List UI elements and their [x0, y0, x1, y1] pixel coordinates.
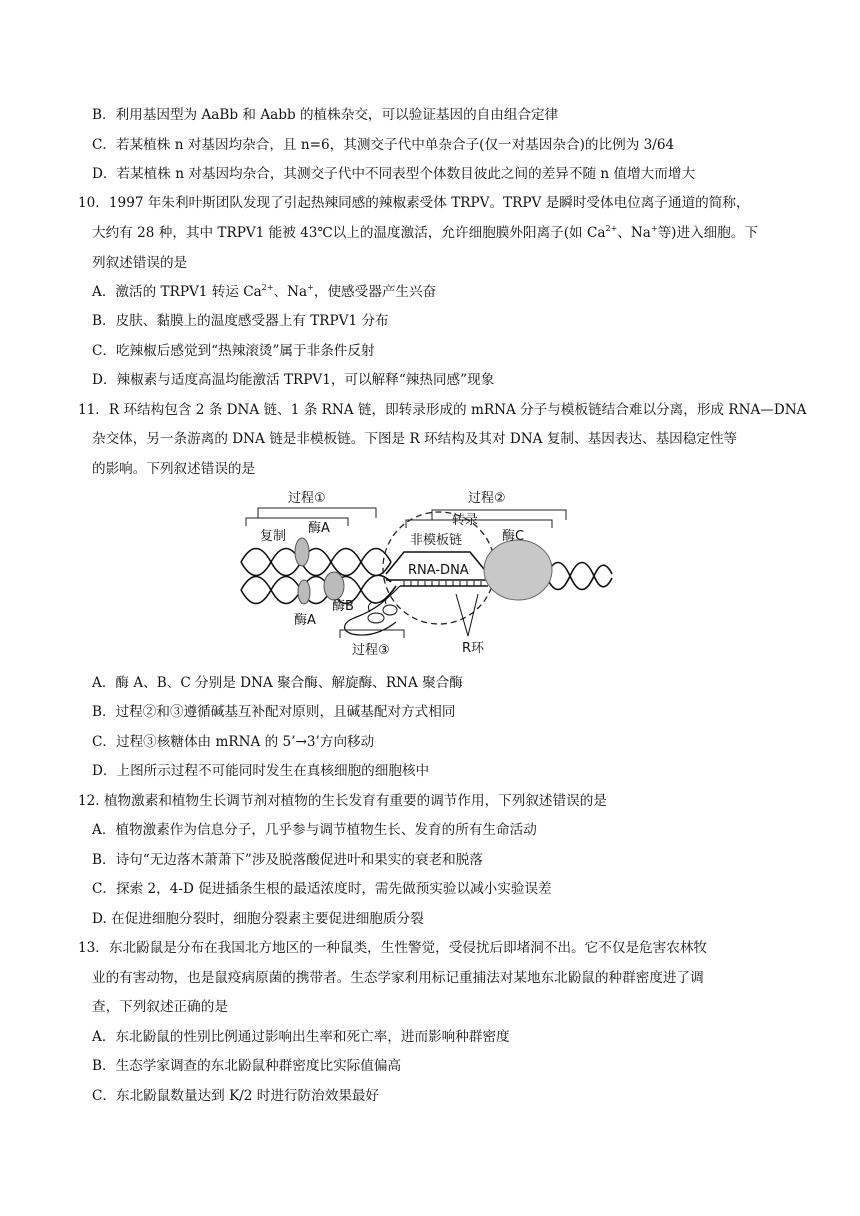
- q13-stem-line2: 业的有害动物，也是鼠疫病原菌的携带者。生态学家利用标记重捕法对某地东北鼢鼠的种群密度进了调: [92, 970, 704, 986]
- q13-option-c: C．东北鼢鼠数量达到 K/2 时进行防治效果最好: [92, 1088, 380, 1104]
- enzyme-a-bottom: [298, 580, 310, 604]
- r-loop-pointer: [456, 594, 478, 636]
- q11-option-c: C．过程③核糖体由 mRNA 的 5’→3’方向移动: [92, 734, 375, 750]
- superscript: +: [650, 224, 658, 233]
- q10-stem-text: 等)进入细胞。下: [657, 225, 759, 241]
- q10-stem-text: 、Na: [617, 225, 651, 241]
- q11-stem-line1: 11．R 环结构包含 2 条 DNA 链、1 条 RNA 链，即转录形成的 mRNA 分子与模板链结合难以分离，形成 RNA—DNA: [78, 402, 807, 418]
- q9-option-b: B．利用基因型为 AaBb 和 Aabb 的植株杂交，可以验证基因的自由组合定律: [92, 107, 559, 123]
- q12-option-c: C．探索 2，4-D 促进插条生根的最适浓度时，需先做预实验以减小实验误差: [92, 881, 552, 897]
- r-loop-label: R环: [462, 641, 485, 656]
- q13-stem-line3: 查，下列叙述正确的是: [92, 999, 228, 1015]
- base-pair-ticks: [404, 581, 481, 586]
- rna-dna-label: RNA-DNA: [408, 563, 469, 578]
- transcription-bracket: [406, 520, 552, 528]
- q13-stem-line1: 13．东北鼢鼠是分布在我国北方地区的一种鼠类，生性警觉，受侵扰后即堵洞不出。它不仅是危害农林牧: [78, 940, 708, 956]
- q10-option-a: [92, 282, 436, 302]
- q10-option-d: D．辣椒素与适度高温均能激活 TRPV1，可以解释“辣热同感”现象: [92, 372, 495, 388]
- transcription-label: 转录: [452, 513, 479, 528]
- superscript: +: [307, 283, 314, 292]
- q12-stem: 12. 植物激素和植物生长调节剂对植物的生长发育有重要的调节作用，下列叙述错误的是: [78, 793, 607, 809]
- q10-stem-line2: [92, 223, 758, 243]
- q10-option-a-text: A．激活的 TRPV1 转运 Ca: [92, 284, 262, 300]
- replication-label: 复制: [260, 529, 287, 544]
- process1-label: 过程①: [288, 491, 326, 506]
- r-loop-diagram-svg: [236, 482, 616, 664]
- enzyme-c-label: 酶C: [502, 529, 525, 544]
- q9-option-c: C．若某植株 n 对基因均杂合，且 n=6，其测交子代中单杂合子(仅一对基因杂合)的比例为 3/64: [92, 137, 675, 153]
- nontemplate-label: 非模板链: [410, 533, 463, 548]
- replication-bracket: [246, 518, 348, 526]
- superscript: 2+: [605, 224, 618, 233]
- q11-stem-line2: 杂交体，另一条游离的 DNA 链是非模板链。下图是 R 环结构及其对 DNA 复制、基因表达、基因稳定性等: [92, 431, 738, 447]
- r-loop-diagram: [236, 482, 616, 664]
- q12-option-d: D. 在促进细胞分裂时，细胞分裂素主要促进细胞质分裂: [92, 911, 424, 927]
- q10-option-a-text: ，使感受器产生兴奋: [313, 284, 437, 300]
- q13-option-a: A．东北鼢鼠的性别比例通过影响出生率和死亡率，进而影响种群密度: [92, 1029, 510, 1045]
- enzyme-b: [324, 572, 344, 600]
- q10-option-b: B．皮肤、黏膜上的温度感受器上有 TRPV1 分布: [92, 313, 389, 329]
- enzyme-b-label: 酶B: [332, 599, 354, 614]
- ribosome: [383, 605, 397, 615]
- q12-option-a: A．植物激素作为信息分子，几乎参与调节植物生长、发育的所有生命活动: [92, 822, 537, 838]
- q9-option-d: D．若某植株 n 对基因均杂合，其测交子代中不同表型个体数目彼此之间的差异不随 n 值增大而增大: [92, 166, 696, 182]
- q13-option-b: B．生态学家调查的东北鼢鼠种群密度比实际值偏高: [92, 1058, 402, 1074]
- enzyme-a-bottom-label: 酶A: [294, 613, 316, 628]
- q11-option-a: A．酶 A、B、C 分别是 DNA 聚合酶、解旋酶、RNA 聚合酶: [92, 675, 463, 691]
- q10-option-c: C．吃辣椒后感觉到“热辣滚烫”属于非条件反射: [92, 343, 375, 359]
- process1-bracket: [258, 508, 376, 518]
- enzyme-a-top-label: 酶A: [308, 521, 330, 536]
- q10-stem-text: 大约有 28 种，其中 TRPV1 能被 43℃以上的温度激活，允许细胞膜外阳离子(如 Ca: [92, 225, 606, 241]
- q10-stem-line1: 10．1997 年朱利叶斯团队发现了引起热辣同感的辣椒素受体 TRPV。TRPV 是瞬时受体电位离子通道的简称，: [78, 195, 750, 211]
- superscript: 2+: [261, 283, 274, 292]
- q10-stem-line3: 列叙述错误的是: [92, 255, 188, 271]
- process2-label: 过程②: [468, 491, 506, 506]
- dna-strand-right-1: [546, 563, 612, 590]
- q10-option-a-text: 、Na: [273, 284, 308, 300]
- q11-option-b: B．过程②和③遵循碱基互补配对原则，且碱基配对方式相同: [92, 704, 456, 720]
- q11-option-d: D．上图所示过程不可能同时发生在真核细胞的细胞核中: [92, 763, 430, 779]
- dna-strand-right-2: [546, 563, 612, 590]
- q11-stem-line3: 的影响。下列叙述错误的是: [92, 461, 256, 477]
- enzyme-c: [484, 540, 552, 600]
- q12-option-b: B．诗句“无边落木萧萧下”涉及脱落酸促进叶和果实的衰老和脱落: [92, 852, 483, 868]
- ribosome: [368, 613, 384, 623]
- process3-label: 过程③: [352, 643, 390, 658]
- enzyme-a-top: [295, 538, 309, 566]
